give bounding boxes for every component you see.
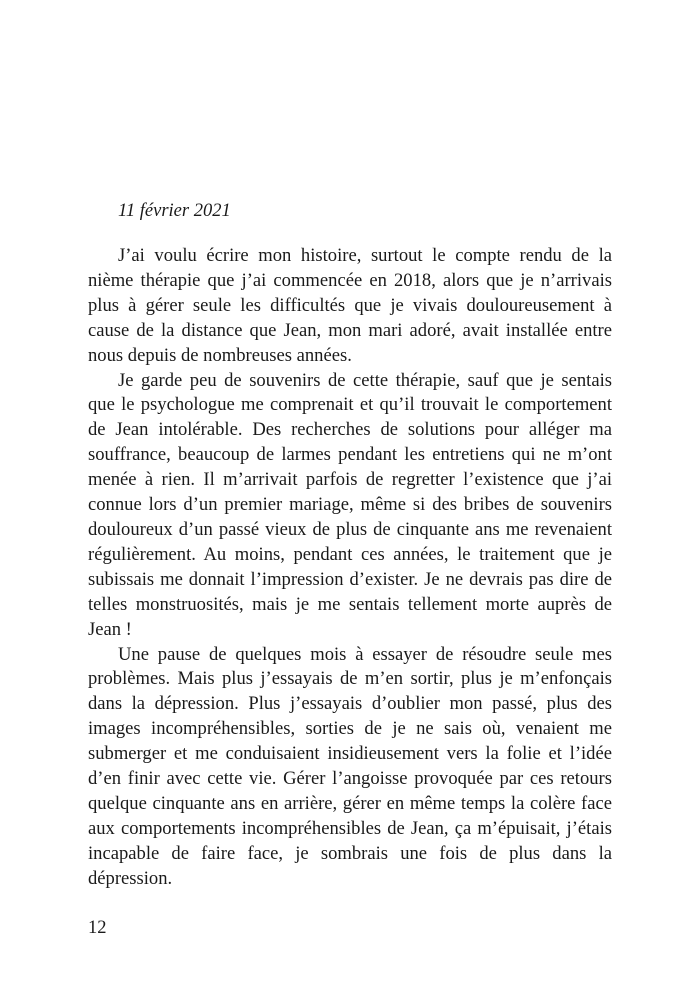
- page-number: 12: [88, 918, 107, 938]
- body-text: [88, 244, 612, 892]
- paragraph-3: Une pause de quelques mois à essayer de résoudre seule mes problèmes. Mais plus j’essayais de m’en sortir, plus je m’enfonçais dans la dépression. Plus j’essayais d’oublier mon passé, plus des images incompréhensibles, sorties de je ne sais où, venaient me submerger et me conduisaient insidieusement vers la folie et l’idée d’en finir avec cette vie. Gérer l’angoisse provoquée par ces retours quelque cinquante ans en arrière, gérer en même temps la colère face aux comportements incompréhensibles de Jean, ça m’épuisait, j’étais incapable de faire face, je sombrais une fois de plus dans la dépression.: [88, 643, 612, 889]
- paragraph-1: J’ai voulu écrire mon histoire, surtout le compte rendu de la nième thérapie que j’ai commencée en 2018, alors que je n’arrivais plus à gérer seule les difficultés que je vivais douloureusement à cause de la distance que Jean, mon mari adoré, avait installée entre nous depuis de nombreuses années.: [88, 245, 612, 366]
- entry-date: 11 février 2021: [118, 201, 231, 221]
- paragraph-2: Je garde peu de souvenirs de cette thérapie, sauf que je sentais que le psychologue me comprenait et qu’il trouvait le comportement de Jean intolérable. Des recherches de solutions pour alléger ma souffrance, beaucoup de larmes pendant les entretiens qui ne m’ont menée à rien. Il m’arrivait parfois de regretter l’existence que j’ai connue lors d’un premier mariage, même si des bribes de souvenirs douloureux d’un passé vieux de plus de cinquante ans me revenaient régulièrement. Au moins, pendant ces années, le traitement que je subissais me donnait l’impression d’exister. Je ne devrais pas dire de telles monstruosités, mais je me sentais tellement morte auprès de Jean !: [88, 369, 612, 640]
